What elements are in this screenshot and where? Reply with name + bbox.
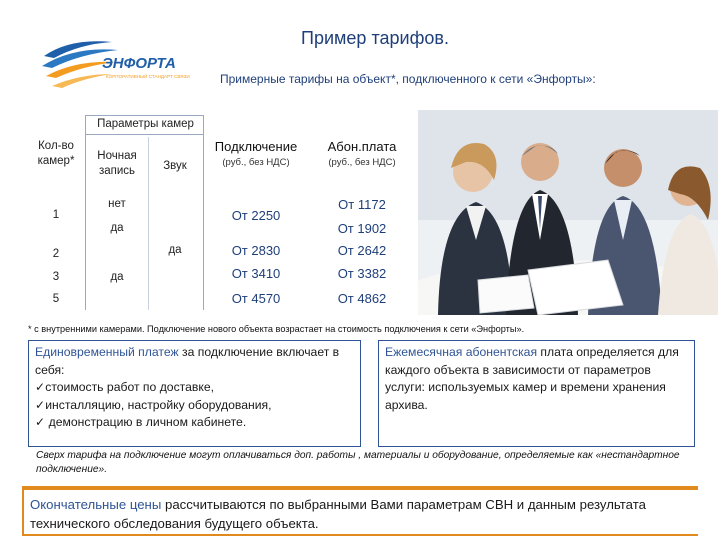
row-connect: От 4570 (231, 291, 281, 306)
extra-work-note: Сверх тарифа на подключение могут оплачиваться доп. работы , материалы и оборудование, определяемые как «нестандартное подключение». (36, 450, 680, 475)
row-connect: От 2830 (231, 243, 281, 258)
monthly-text: плата определяется для каждого объекта в зависимости от параметров услуги: используемых камер и времени хранения архива. (385, 345, 679, 412)
col-connect-header: Подключение (214, 139, 298, 154)
row-connect: От 2250 (231, 208, 281, 223)
col-count-header: Кол-во камер* (37, 140, 75, 167)
row-sound: да (168, 244, 182, 256)
row-count: 2 (52, 248, 60, 260)
monthly-highlight: Ежемесячная абонентская (385, 345, 538, 359)
final-highlight: Окончательные цены (30, 497, 162, 512)
page-subtitle: Примерные тарифы на объект*, подключенного к сети «Энфорты»: (220, 72, 596, 86)
check-icon: ✓ (35, 415, 46, 429)
row-fee: От 2642 (337, 243, 387, 258)
monthly-fee-box (378, 340, 695, 447)
table-divider (203, 115, 204, 310)
list-item: демонстрацию в личном кабинете. (45, 415, 247, 429)
one-time-highlight: Единовременный платеж (35, 345, 179, 359)
row-fee: От 1902 (337, 221, 387, 236)
check-icon: ✓ (35, 397, 46, 412)
row-count: 5 (52, 293, 60, 305)
list-item: стоимость работ по доставке, (45, 380, 215, 394)
tariff-table (30, 115, 415, 310)
row-night: да (110, 271, 124, 283)
logo-name: ЭНФОРТА (102, 55, 176, 72)
table-divider (85, 134, 203, 135)
final-text: рассчитываются по выбранными Вами параметрам СВН и данным результата технического обследования будущего объекта. (30, 497, 646, 531)
logo-tagline: КОРПОРАТИВНЫЙ СТАНДАРТ СВЯЗИ (106, 74, 190, 79)
row-night: да (110, 222, 124, 234)
row-fee: От 4862 (337, 291, 387, 306)
row-connect: От 3410 (231, 266, 281, 281)
row-count: 3 (52, 271, 60, 283)
col-fee-header: Абон.плата (327, 139, 397, 154)
final-price-note (22, 488, 698, 536)
row-night: нет (108, 198, 126, 210)
col-fee-sub: (руб., без НДС) (328, 157, 396, 168)
page-title: Пример тарифов. (301, 28, 449, 48)
table-divider (148, 137, 149, 310)
group-header: Параметры камер (97, 118, 194, 130)
row-count: 1 (52, 209, 60, 221)
one-time-text: за подключение включает в себя: (35, 345, 340, 377)
list-item: инсталляцию, настройку оборудования, (45, 397, 272, 412)
col-connect-sub: (руб., без НДС) (222, 157, 290, 168)
one-time-payment-box (28, 340, 361, 447)
business-meeting-photo (418, 110, 718, 315)
row-fee: От 3382 (337, 266, 387, 281)
table-divider (85, 115, 203, 116)
col-night-header: Ночная запись (97, 150, 137, 177)
row-fee: От 1172 (338, 197, 386, 212)
footnote: * с внутренними камерами. Подключение нового объекта возрастает на стоимость подключения к сети «Энфорты». (28, 324, 525, 334)
col-sound-header: Звук (163, 160, 187, 172)
check-icon: ✓ (35, 380, 46, 394)
